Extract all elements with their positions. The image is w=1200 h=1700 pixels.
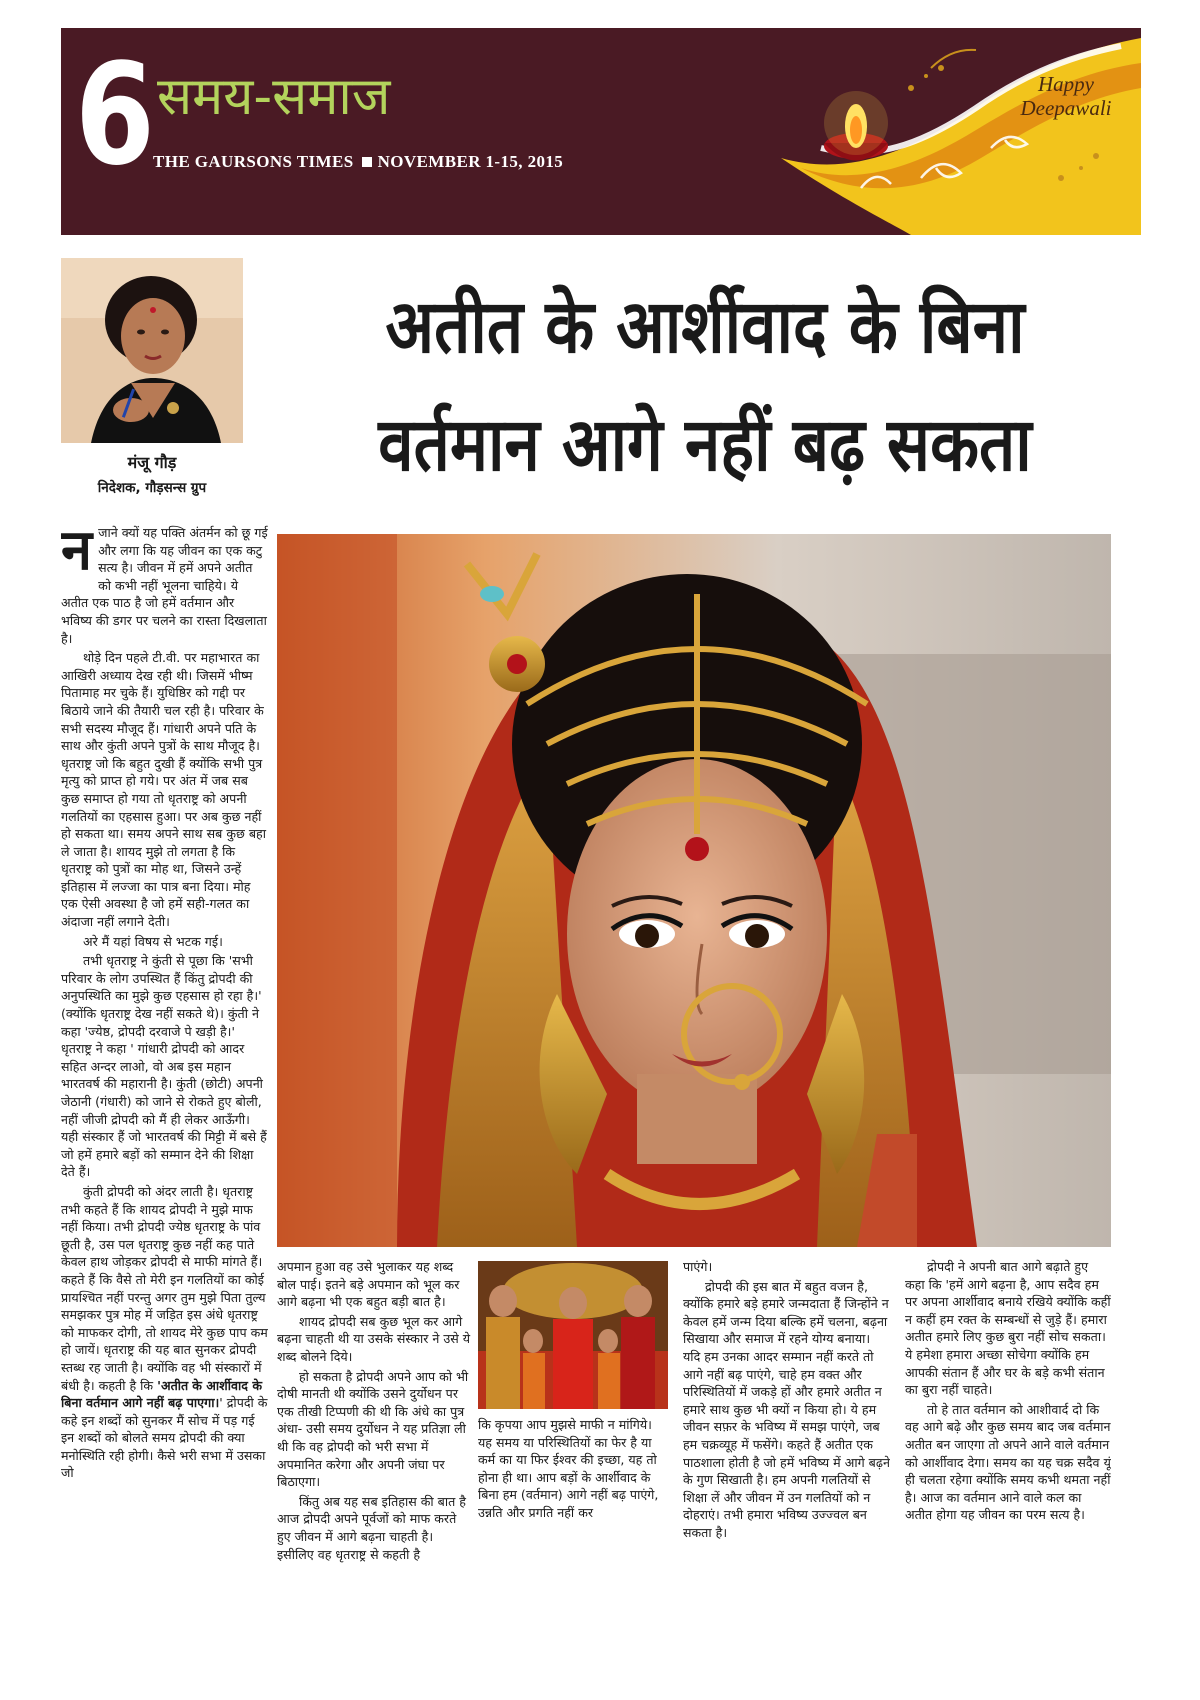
greeting-line2: Deepawali — [1020, 96, 1112, 120]
article-column-1 — [61, 524, 269, 1684]
author-name: मंजू गौड़ — [127, 453, 177, 472]
paragraph: द्रोपदी ने अपनी बात आगे बढ़ाते हुए कहा कि 'हमें आगे बढ़ना है, आप सदैव हम पर अपना आर्शीवाद बनाये रखिये क्योंकि कहीं न कहीं हम रक्त के सम्बन्धों से जुड़े हैं। हमारा अतीत हमारे लिए कुछ बुरा नहीं सोच सकता। ये हमेशा हमारा अच्छा सोचेगा क्योंकि हम आपकी संतान हैं और घर के बड़े कभी संतान का बुरा नहीं चाहते। — [905, 1259, 1111, 1398]
headline-line1: अतीत के आर्शीवाद के बिना — [385, 284, 1025, 370]
page-number: 6 — [75, 34, 150, 197]
author-photo — [61, 258, 243, 443]
paragraph: थोड़े दिन पहले टी.वी. पर महाभारत का आखिरी अध्याय देख रही थी। जिसमें भीष्म पितामाह मर चुके हैं। युधिष्ठिर को गद्दी पर बिठाये जाने की तैयारी चल रही है। परिवार के सभी सदस्य मौजूद हैं। गांधारी अपने पति के साथ और कुंती अपने पुत्रों के साथ मौजूद है। धृतराष्ट्र जो कि बहुत दुखी हैं क्योंकि सभी पुत्र मृत्यु को प्राप्त हो गये। पर अंत में जब सब कुछ समाप्त हो गया तो धृतराष्ट्र को अपनी गलतियों का एहसास हुआ। पर अब कुछ नहीं हो सकता था। समय अपने साथ सब कुछ बहा ले जाता है। शायद मुझे तो लगता है कि धृतराष्ट्र को पुत्रों का मोह था, जिसने उन्हें इतिहास में लज्जा का पात्र बना दिया। मोह एक ऐसी अवस्था है जो हमें सही-गलत का अंदाजा नहीं लगाने देती। — [61, 650, 266, 930]
paragraph: तभी धृतराष्ट्र ने कुंती से पूछा कि 'सभी परिवार के लोग उपस्थित हैं किंतु द्रोपदी की अनुपस्थिति का मुझे कुछ एहसास हो रहा है।' (क्योंकि धृतराष्ट्र देख नहीं सकते थे)। कुंती ने कहा 'ज्येष्ठ, द्रोपदी दरवाजे पे खड़ी है।' धृतराष्ट्र ने कहा ' गांधारी द्रोपदी को आदर सहित अन्दर लाओ, वो अब इस महान भारतवर्ष की महारानी है। कुंती (छोटी) अपनी जेठानी (गंधारी) को जाने से रोकते हुए बोली, नहीं जीजी द्रोपदी को मैं ही लेकर आऊँगी। यही संस्कार हैं जो भारतवर्ष की मिट्टी में बसे हैं जो हमें हमारे बड़ों को सम्मान देने की शिक्षा देते हैं। — [61, 953, 267, 1180]
section-title: समय-समाज — [157, 67, 391, 127]
court-scene-illustration — [478, 1261, 668, 1409]
publication-line — [153, 152, 563, 172]
article-column-4 — [683, 1258, 890, 1688]
paragraph — [61, 524, 269, 647]
deepawali-diya-illustration — [761, 28, 1141, 235]
publication-name: THE GAURSONS TIMES — [153, 152, 354, 171]
paragraph — [61, 1183, 269, 1482]
paragraph-text: ' द्रोपदी के कहे इन शब्दों को सुनकर मैं सोच में पड़ गई इन शब्दों को बोलते समय द्रोपदी की क्या मनोस्थिति रही होगी। कैसे भरी सभा में उसका जो — [61, 1395, 268, 1481]
author-portrait-icon — [61, 258, 243, 443]
dropcap: न — [61, 524, 93, 583]
bold-quote-start: 'अतीत — [157, 1377, 189, 1393]
paragraph-text: कुंती द्रोपदी को अंदर लाती है। धृतराष्ट्र तभी कहते हैं कि शायद द्रोपदी ने मुझे माफ नहीं किया। तभी द्रोपदी ज्येष्ठ धृतराष्ट्र के पांव छूती है, उस पल धृतराष्ट्र कुछ नहीं कह पाते केवल हाथ जोड़कर द्रोपदी से माफी मांगते हैं। कहते हैं कि वैसे तो मेरी इन गलतियों का कोई प्रायश्चित नहीं परन्तु अगर तुम मुझे पिता तुल्य समझकर पुत्र मोह में जड़ित इस अंधे धृतराष्ट्र को माफकर दोगी, तो शायद मेरे कुछ पाप कम हो जायें। धृतराष्ट्र की यह बात सुनकर द्रोपदी स्तब्ध रह जाती है। क्योंकि वह भी संस्कारों में बंधी है। कहती है कि — [61, 1183, 268, 1393]
paragraph: द्रोपदी की इस बात में बहुत वजन है, क्योंकि हमारे बड़े हमारे जन्मदाता हैं जिन्होंने न केवल हमें जन्म दिया बल्कि हमें चलना, बढ़ना सिखाया और समाज में रहने योग्य बनाया। यदि हम उनका आदर सम्मान नहीं करते तो आगे नहीं बढ़ पाएंगे, चाहे हम वक्त और परिस्थितियों में जकड़े हों और हमारे अतीत न हमारे साथ कुछ भी क्यों न किया हो। ये हम जीवन सफ़र के भविष्य में समझ पाएंगे, जब हम चक्रव्यूह में फसेंगे। कहते हैं अतीत एक पाठशाला होती है जो हमें भविष्य में आगे बढ़ने के गुण सिखाती है। हम अपनी गलतियों से शिक्षा लें और जीवन में उन गलतियों को न दोहराएं। तभी हमारा भविष्य उज्ज्वल बन सकता है। — [683, 1278, 890, 1540]
greeting-text — [1011, 72, 1121, 120]
separator-square-icon — [362, 157, 372, 167]
headline — [300, 268, 1110, 504]
main-photo-draupadi — [277, 534, 1111, 1247]
paragraph: किंतु अब यह सब इतिहास की बात है आज द्रोपदी अपने पूर्वजों को माफ करते हुए जीवन में आगे बढ़ना चाहती है। इसीलिए वह धृतराष्ट्र से कहती है — [277, 1493, 466, 1562]
draupadi-illustration — [277, 534, 1111, 1247]
greeting-line1: Happy — [1038, 72, 1094, 96]
masthead — [61, 28, 1141, 235]
paragraph: अपमान हुआ वह उसे भुलाकर यह शब्द बोल पाई। इतने बड़े अपमान को भूल कर आगे बढ़ना भी एक बहुत बड़ी बात है। — [277, 1259, 460, 1310]
paragraph: कि कृपया आप मुझसे माफी न मांगिये। यह समय या परिस्थितियों का फेर है या कर्म का या फिर ईश्वर की इच्छा, यह तो होना ही था। आप बड़ों के आर्शीवाद के बिना हम (वर्तमान) आगे नहीं बढ़ पाएंगे, उन्नति और प्रगति नहीं कर — [478, 1417, 659, 1520]
publication-date: NOVEMBER 1-15, 2015 — [377, 152, 564, 171]
article-column-2 — [277, 1258, 473, 1688]
article-column-3 — [478, 1416, 668, 1686]
paragraph: अरे मैं यहां विषय से भटक गई। — [83, 933, 223, 949]
author-role: निदेशक, गौड़सन्स ग्रुप — [97, 480, 207, 496]
bold-quote: के आर्शीवाद के बिना वर्तमान आगे नहीं बढ़ पाएगा। — [61, 1377, 262, 1411]
paragraph: हो सकता है द्रोपदी अपने आप को भी दोषी मानती थी क्योंकि उसने दुर्योधन पर एक तीखी टिप्पणी की थी कि अंधे का पुत्र अंधा- उसी समय दुर्योधन ने यह प्रतिज्ञा ली थी कि वह द्रोपदी को भरी सभा में अपमानित करेगा और अपनी जंघा पर बिठाएगा। — [277, 1368, 469, 1490]
paragraph-text: जाने क्यों यह पक्ति अंतर्मन को छू गई और लगा कि यह जीवन का एक कटु सत्य है। जीवन में हमें अपने अतीत को कभी नहीं भूलना चाहिये। ये अतीत एक पाठ है जो हमें वर्तमान और भविष्य की डगर पर चलने का रास्ता दिखलाता है। — [61, 525, 268, 646]
paragraph: शायद द्रोपदी सब कुछ भूल कर आगे बढ़ना चाहती थी या उसके संस्कार ने उसे ये शब्द बोलने दिये। — [277, 1313, 471, 1364]
paragraph: तो हे तात वर्तमान को आशीवार्द दो कि वह आगे बढ़े और कुछ समय बाद जब वर्तमान अतीत बन जाएगा तो अपने आने वाले वर्तमान को आर्शीवाद देगा। समय का यह चक्र सदैव यूं ही चलता रहेगा क्योंकि समय कभी थमता नहीं है। आज का वर्तमान आने वाले कल का अतीत होगा यह जीवन का परम सत्य है। — [905, 1401, 1111, 1523]
secondary-photo-court-scene — [478, 1261, 668, 1409]
article-column-5 — [905, 1258, 1111, 1688]
paragraph: पाएंगे। — [683, 1259, 713, 1274]
headline-line2: वर्तमान आगे नहीं बढ़ सकता — [378, 402, 1032, 488]
